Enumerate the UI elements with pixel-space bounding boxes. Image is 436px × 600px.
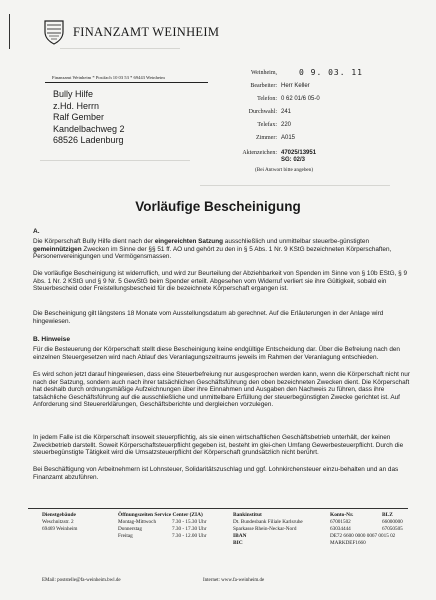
date-stamp: 0 9. 03. 11 (299, 68, 363, 77)
file-number-label: Aktenzeichen: (242, 150, 277, 156)
paragraph-note-business: In jedem Falle ist die Körperschaft insoweit steuerpflichtig, als sie einen wirtschaftlichen Geschäftsbetrieb unterhält, der keinen Zweckbetrieb darstellt. Soweit Körperschaftsteuerpflicht gegeben ist, besteht im glei-chen Umfang Gewerbesteuerpflicht. Durch die steuerbegünstigte Tätigkeit wird die Umsatzsteuerpflicht der Körperschaft grundsätzlich nicht berührt. (33, 434, 404, 457)
footer-heading: Konto-Nr. (330, 512, 354, 518)
clerk-label: Bearbeiter: (250, 83, 277, 89)
fax-value: 220 (281, 122, 292, 128)
room-value: A015 (281, 135, 296, 141)
footer-blz (382, 512, 403, 533)
state-crest-icon (43, 19, 65, 45)
footer-email: EMail: poststelle@fa-weinheim.bwl.de (42, 578, 121, 583)
sender-address-line: Finanzamt Weinheim * Postfach 10 03 53 * 69443 Weinheim (52, 75, 165, 80)
footer-line: Donnerstag (118, 526, 142, 533)
paragraph-text: Die Körperschaft Bully Hilfe dient nach der (33, 238, 155, 245)
footer-internet: Internet: www.fa-weinheim.de (203, 578, 265, 583)
footer-opening-times (172, 519, 206, 540)
footer-line: 67050505 (382, 526, 403, 533)
footer-heading: Öffnungszeiten Service Center (ZIA) (118, 512, 203, 518)
recipient-line: 68526 Ladenburg (53, 135, 124, 146)
sg-value: SG: 02/3 (281, 157, 306, 163)
recipient-address (53, 89, 125, 147)
section-b-heading: B. Hinweise (33, 336, 71, 343)
phone-value: 0 62 01/6 05-0 (281, 96, 320, 102)
section-a-heading: A. (33, 228, 40, 235)
footer-line: Sparkasse Rhein-Neckar-Nord (233, 526, 297, 533)
bleed-through-line (60, 48, 180, 49)
footer-line: 63034444 (330, 526, 351, 533)
office-name: FINANZAMT WEINHEIM (73, 25, 220, 39)
footer-iban-value: DE72 6600 0000 0067 0015 02 (330, 533, 396, 540)
document-title: Vorläufige Bescheinigung (135, 199, 301, 214)
footer-line: 7.30 - 17.30 Uhr (172, 526, 207, 533)
room-label: Zimmer: (256, 135, 277, 141)
place-label: Weinheim, (250, 70, 277, 76)
clerk-value: Herr Keller (281, 83, 310, 89)
footer-line: Dt. Bundesbank Filiale Karlsruhe (233, 519, 303, 526)
bleed-through-line (200, 185, 390, 186)
footer-heading: Dienstgebäude (42, 512, 76, 518)
footer-line: 69469 Weinheim (42, 526, 78, 533)
footer-iban-label: IBAN (233, 533, 247, 540)
footer-rule (28, 508, 408, 509)
footer-line: Weschnitzstr. 2 (42, 519, 74, 526)
file-number-value: 47025/13951 (281, 150, 317, 156)
footer-heading: BLZ (382, 512, 393, 518)
footer-line: 7.30 - 15.30 Uhr (172, 519, 207, 526)
footer-line: Montag-Mittwoch (118, 519, 157, 526)
bleed-through-line (40, 160, 190, 161)
paragraph-revocation: Die vorläufige Bescheinigung ist widerruflich, und wird zur Beurteilung der Abziehbarkeit von Spenden im Sinne von § 10b EStG, § 9 Abs. 1 Nr. 2 KStG und § 9 Nr. 5 GewStG beim Spender erteilt. Abgesehen vom Widerruf verliert sie ihre Gültigkeit, sobald ein Steuerbescheid oder Freistellungsbescheid für die bezeichnete Körperschaft ergangen ist. (33, 270, 408, 293)
paragraph-text: ausschließlich und unmittelbar steuerbe-günstigten (223, 238, 370, 245)
paragraph-status (33, 238, 413, 261)
footer-heading: Bankinstitut (233, 512, 262, 518)
footer-line: 66000000 (382, 519, 403, 526)
recipient-line: z.Hd. Herrn (53, 100, 100, 111)
paragraph-note-evidence: Es wird schon jetzt darauf hingewiesen, dass eine Steuerbefreiung nur ausgesprochen werden kann, wenn die Körperschaft nicht nur nach der Satzung, sondern auch nach ihrer tatsächlichen Geschäftsführung den oben bezeichneten Zwecken dient. Die Körperschaft hat deshalb durch ordnungsmäßige Aufzeichnungen über ihre Einnahmen und Ausgaben den Nachweis zu führen, dass ihre tatsächliche Geschäftsführung auf die ausschließliche und unmittelbare Erfüllung der steuerbegünstigten Zwecke gerichtet ist. Auf Anforderung sind Steuererklärungen, Geschäftsberichte und dergleichen vorzulegen. (33, 371, 410, 409)
paragraph-emphasis: eingereichten Satzung (154, 238, 224, 245)
phone-label: Telefon: (257, 96, 277, 102)
footer-bic-label: BIC (233, 540, 243, 547)
footer-line: Freitag (118, 533, 133, 540)
page-edge-mark (9, 14, 10, 49)
paragraph-text: Zwecken im Sinne der §§ 51 ff. AO und gehört zu den in § 5 Abs. 1 Nr. 9 KStG bezeichneten Körperschaften, Personenvereinigungen und Vermögensmassen. (33, 245, 392, 261)
footer-bic-value: MARKDEF1660 (330, 540, 366, 547)
paragraph-note-payroll: Bei Beschäftigung von Arbeitnehmern ist Lohnsteuer, Solidaritätszuschlag und ggf. Lohnkirchensteuer einzu-behalten und an das Finanzamt abzuführen. (33, 466, 399, 481)
reply-note: (Bei Antwort bitte angeben) (255, 167, 314, 173)
footer-building (42, 512, 77, 533)
recipient-line: Bully Hilfe (53, 89, 94, 99)
footer-line: 67001502 (330, 519, 351, 526)
recipient-line: Ralf Gember (53, 112, 105, 123)
paragraph-validity: Die Bescheinigung gilt längstens 18 Monate vom Ausstellungsdatum ab gerechnet. Auf die Erläuterungen in der Anlage wird hingewiesen. (33, 310, 384, 325)
sender-address-rule (45, 82, 208, 83)
extension-label: Durchwahl: (248, 109, 277, 115)
paragraph-note-assessment: Für die Besteuerung der Körperschaft stellt diese Bescheinigung keine endgültige Entscheidung dar. Über die Befreiung nach den einzelnen Steuergesetzen wird nach Ablauf des Veranlagungszeitraums jeweils im Rahmen der Veranlagung entschieden. (33, 346, 400, 361)
extension-value: 241 (281, 109, 292, 115)
recipient-line: Kandelbachweg 2 (53, 123, 125, 134)
paragraph-emphasis: gemeinnützigen (33, 245, 82, 253)
footer-line: 7.30 - 12.00 Uhr (172, 533, 207, 540)
footer-bank (233, 512, 303, 547)
fax-label: Telefax: (257, 122, 277, 128)
